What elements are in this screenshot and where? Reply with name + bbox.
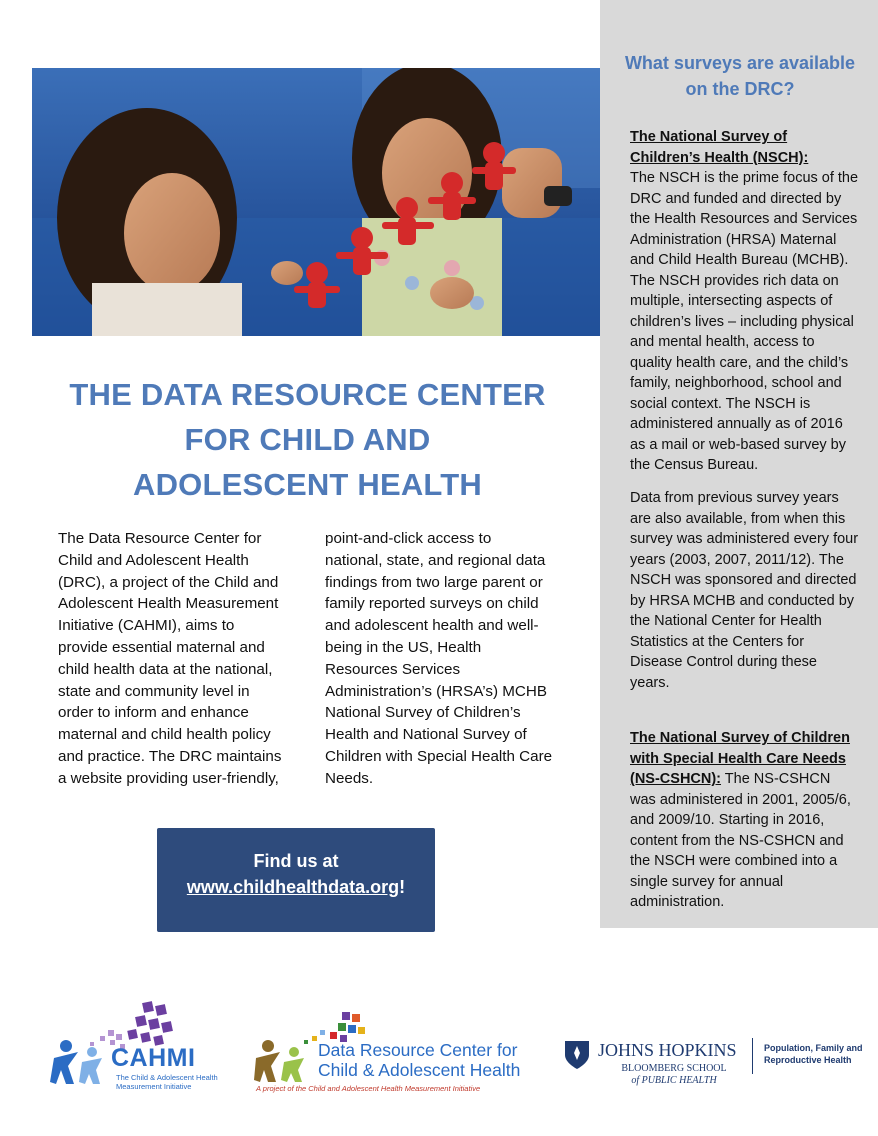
find-us-label: Find us at <box>253 851 339 871</box>
drc-logo <box>254 1010 554 1100</box>
cahmi-logo <box>48 1000 238 1110</box>
intro-column-1: The Data Resource Center for Child and Adolescent Health (DRC), a project of the Child and Adolescent Health Measurement Initiative (CAHMI), aims to provide essential maternal and child health data at the national, state and community level in order to inform and enhance maternal and child health policy and practice. The DRC maintains a website providing user-friendly, <box>58 530 282 787</box>
children-paper-dolls-photo <box>32 68 600 336</box>
jh-school: BLOOMBERG SCHOOL of PUBLIC HEALTH <box>621 1063 727 1086</box>
cshcn-heading: with Special Health Care Needs <box>630 750 846 767</box>
jh-name: JOHNS HOPKINS <box>598 1040 737 1060</box>
page-title: THE DATA RESOURCE CENTER FOR CHILD AND ADOLESCENT HEALTH <box>69 377 546 502</box>
website-link[interactable]: www.childhealthdata.org <box>186 877 400 897</box>
nsch-heading: Children’s Health (NSCH): <box>630 149 809 166</box>
cshcn-heading: The National Survey of Children <box>630 730 850 746</box>
cshcn-section: The National Survey of Children with Special Health Care Needs (NS-CSHCN): The NS-CSHCN was administered in 2001, 2005/6, and 2009/10. Starting in 2016, content from the NS-CSHCN and the NSCH were combined into a single survey for annual administration. <box>630 728 865 913</box>
jh-divider <box>752 1038 753 1074</box>
nsch-heading: The National Survey of <box>630 129 788 145</box>
drc-tagline: A project of the Child and Adolescent Health Measurement Initiative <box>256 1084 481 1093</box>
hero-photo <box>32 68 600 336</box>
jh-department: Population, Family and Reproductive Health <box>764 1043 863 1065</box>
cahmi-name: CAHMI <box>111 1044 196 1072</box>
find-us-box: Find us at www.childhealthdata.org! <box>157 828 435 932</box>
nsch-section <box>630 127 865 476</box>
sidebar-title: What surveys are available on the DRC? <box>624 53 856 99</box>
nsch-body: The NSCH is the prime focus of the DRC and funded and directed by the Health Resources and Services Administration (HRSA) Maternal and Child Health Bureau (MCHB). The NSCH provides rich data on multiple, intersecting aspects of children’s lives – including physical and mental health, access to quality health care, and the child’s family, neighborhood, school and social context. The NSCH is administered annually as of 2016 as a mail or web-based survey by the Census Bureau. <box>630 170 859 473</box>
cahmi-subtitle: The Child & Adolescent Health Measurement Initiative <box>116 1073 218 1091</box>
previous-years-section: Data from previous survey years are also available, from when this survey was administered every four years (2003, 2007, 2011/12). The NSCH was sponsored and directed by HRSA MCHB and conducted by the National Center for Health Statistics at the Centers for Disease Control during these years. <box>630 490 859 691</box>
jh-shield-icon <box>564 1040 590 1070</box>
intro-column-2: point-and-click access to national, state, and regional data findings from two large parent or family reported surveys on child and adolescent health and well- being in the US, Health Resources Services Administration’s (HRSA’s) MCHB National Survey of Children’s Health and National Survey of Children with Special Health Care Needs. <box>325 530 553 787</box>
cshcn-heading: (NS-CSHCN): <box>630 771 722 787</box>
drc-name: Data Resource Center for Child & Adolescent Health <box>318 1040 521 1080</box>
johns-hopkins-logo <box>562 1036 868 1096</box>
